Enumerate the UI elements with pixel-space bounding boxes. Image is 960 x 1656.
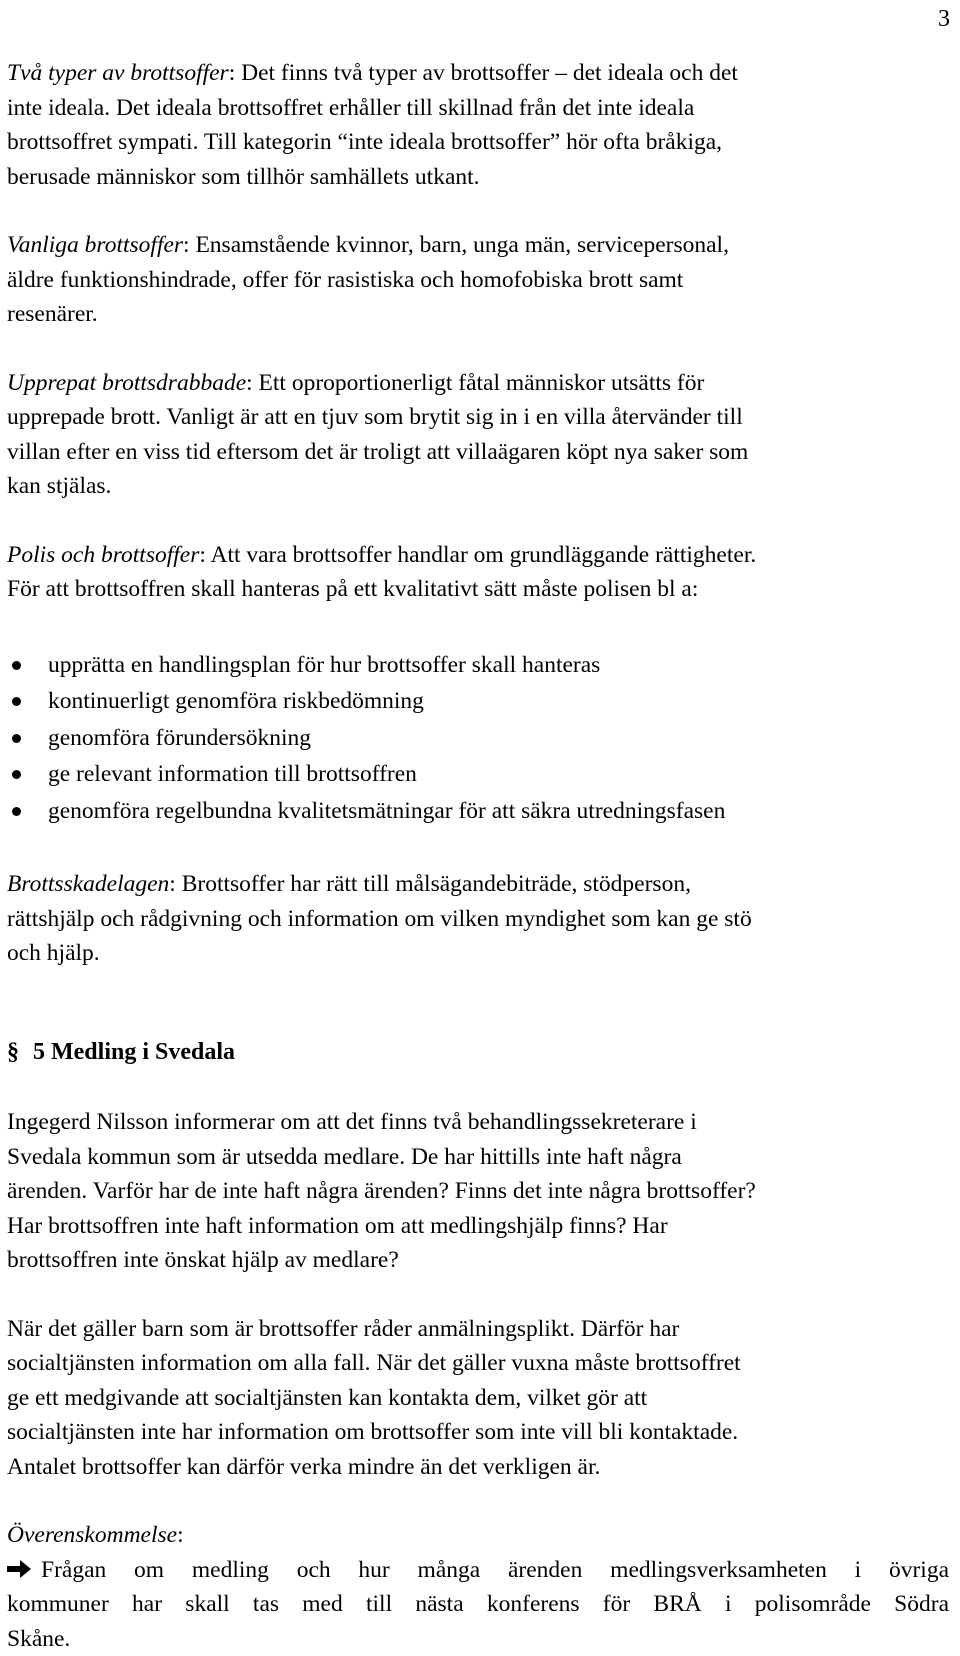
text-line: Antalet brottsoffer kan därför verka mindre än det verkligen är.: [7, 1450, 949, 1485]
text-line: och hjälp.: [7, 936, 949, 971]
text-line: Vanliga brottsoffer: Ensamstående kvinnor, barn, unga män, servicepersonal,: [7, 228, 949, 263]
text-line: brottsoffren inte önskat hjälp av medlare?: [7, 1243, 949, 1278]
term-label: Överenskommelse: [7, 1522, 177, 1548]
text-line: Frågan om medling och hur många ärenden medlingsverksamheten i övriga: [7, 1553, 949, 1588]
text-line: upprepade brott. Vanligt är att en tjuv som brytit sig in i en villa återvänder till: [7, 400, 949, 435]
text-line: Skåne.: [7, 1622, 949, 1656]
paragraph-agreement: [7, 1518, 949, 1656]
arrow-right-icon: [7, 1559, 31, 1579]
section-heading: § 5 Medling i Svedala: [7, 1035, 949, 1070]
list-item: genomföra förundersökning: [7, 720, 949, 757]
text-line: rättshjälp och rådgivning och information om vilken myndighet som kan ge stö: [7, 902, 949, 937]
paragraph-repeat-victims: [7, 366, 949, 504]
term-label: Upprepat brottsdrabbade: [7, 370, 246, 396]
text-line: kommuner har skall tas med till nästa konferens för BRÅ i polisområde Södra: [7, 1587, 949, 1622]
paragraph-common-victims: [7, 228, 949, 332]
text-line: Brottsskadelagen: Brottsoffer har rätt till målsägandebiträde, stödperson,: [7, 867, 949, 902]
text-line: Polis och brottsoffer: Att vara brottsoffer handlar om grundläggande rättigheter.: [7, 538, 949, 573]
text-line: Svedala kommun som är utsedda medlare. De har hittills inte haft några: [7, 1140, 949, 1175]
bullet-icon: [12, 697, 21, 706]
bullet-icon: [12, 661, 21, 670]
text-line: brottsoffret sympati. Till kategorin “inte ideala brottsoffer” hör ofta bråkiga,: [7, 125, 949, 160]
list-item: ge relevant information till brottsoffren: [7, 756, 949, 793]
text-line: socialtjänsten information om alla fall. När det gäller vuxna måste brottsoffret: [7, 1346, 949, 1381]
document-body: [7, 56, 949, 1656]
text-line: När det gäller barn som är brottsoffer råder anmälningsplikt. Därför har: [7, 1312, 949, 1347]
text-line: Upprepat brottsdrabbade: Ett oproportionerligt fåtal människor utsätts för: [7, 366, 949, 401]
text-line: resenärer.: [7, 297, 949, 332]
list-item: upprätta en handlingsplan för hur brottsoffer skall hanteras: [7, 647, 949, 684]
text-line: kan stjälas.: [7, 469, 949, 504]
bullet-icon: [12, 770, 21, 779]
term-label: Brottsskadelagen: [7, 871, 169, 897]
text-line: ge ett medgivande att socialtjänsten kan kontakta dem, vilket gör att: [7, 1381, 949, 1416]
paragraph-crime-damage-act: [7, 867, 949, 971]
text-line: villan efter en viss tid eftersom det är troligt att villaägaren köpt nya saker som: [7, 435, 949, 470]
list-item: kontinuerligt genomföra riskbedömning: [7, 683, 949, 720]
paragraph-two-types: [7, 56, 949, 194]
text-line: Överenskommelse:: [7, 1518, 949, 1553]
police-tasks-list: [7, 647, 949, 830]
text-line: berusade människor som tillhör samhällets utkant.: [7, 160, 949, 195]
paragraph-police-and-victims: [7, 538, 949, 607]
term-label: Två typer av brottsoffer: [7, 60, 229, 86]
section-sign-icon: §: [7, 1035, 27, 1070]
text-line: För att brottsoffren skall hanteras på ett kvalitativt sätt måste polisen bl a:: [7, 572, 949, 607]
term-label: Vanliga brottsoffer: [7, 232, 183, 258]
list-item: genomföra regelbundna kvalitetsmätningar för att säkra utredningsfasen: [7, 793, 949, 830]
text-line: Har brottsoffren inte haft information om att medlingshjälp finns? Har: [7, 1209, 949, 1244]
text-line: socialtjänsten inte har information om brottsoffer som inte vill bli kontaktade.: [7, 1415, 949, 1450]
bullet-icon: [12, 734, 21, 743]
paragraph-mediation-info: [7, 1105, 949, 1278]
bullet-icon: [12, 807, 21, 816]
text-line: äldre funktionshindrade, offer för rasistiska och homofobiska brott samt: [7, 263, 949, 298]
page-number: 3: [938, 2, 950, 37]
text-line: Ingegerd Nilsson informerar om att det finns två behandlingssekreterare i: [7, 1105, 949, 1140]
paragraph-reporting-duty: [7, 1312, 949, 1485]
text-line: ärenden. Varför har de inte haft några ärenden? Finns det inte några brottsoffer?: [7, 1174, 949, 1209]
text-line: Två typer av brottsoffer: Det finns två typer av brottsoffer – det ideala och det: [7, 56, 949, 91]
term-label: Polis och brottsoffer: [7, 542, 199, 568]
text-line: inte ideala. Det ideala brottsoffret erhåller till skillnad från det inte ideala: [7, 91, 949, 126]
